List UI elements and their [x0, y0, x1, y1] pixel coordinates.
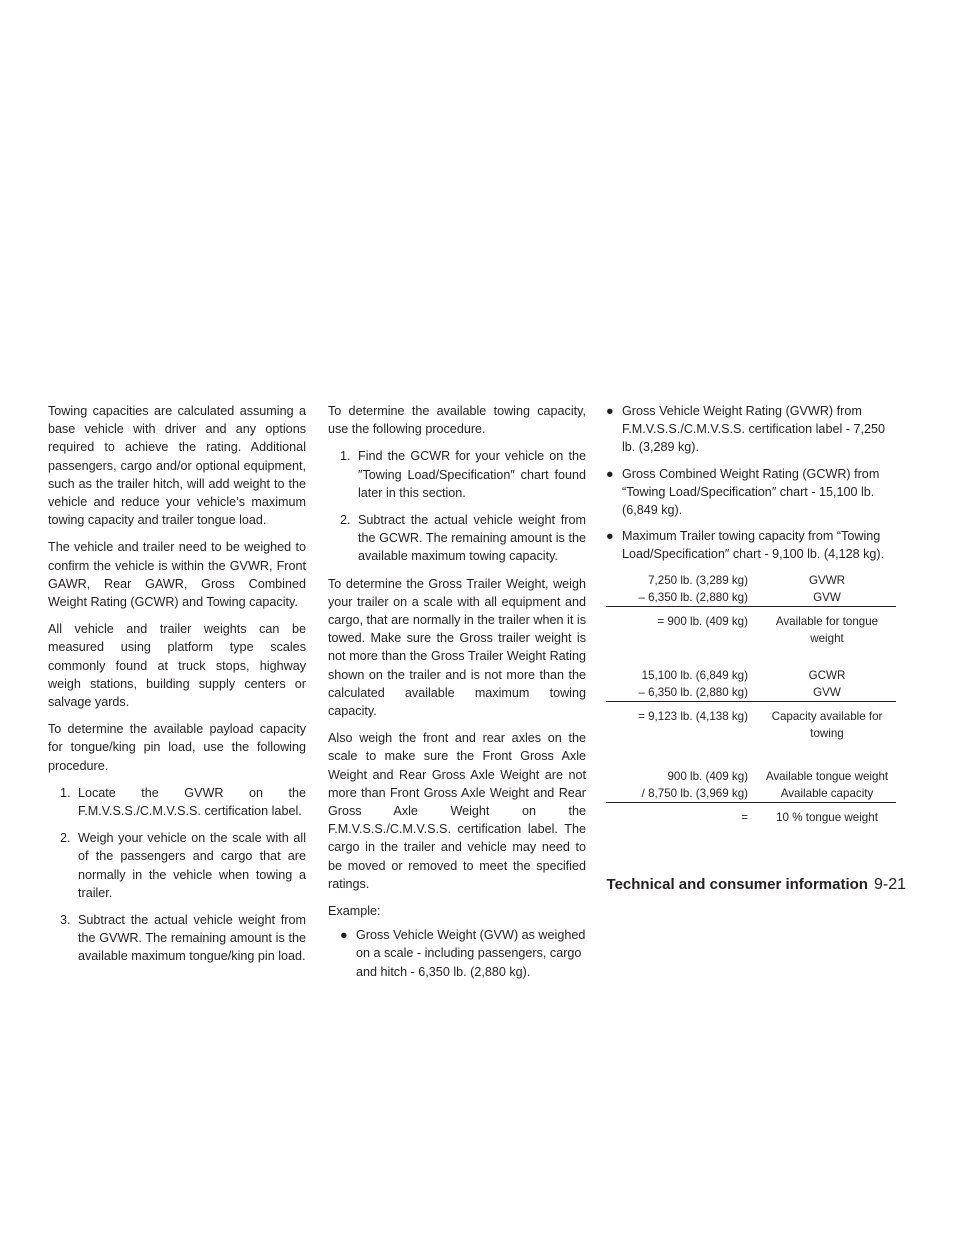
calc-value: – 6,350 lb. (2,880 kg) [638, 685, 748, 699]
calc-label: Available for tongue weight [775, 614, 879, 645]
payload-paragraph: To determine the available payload capacity for tongue/king pin load, use the following procedure. [48, 722, 306, 773]
example-label: Example: [328, 904, 381, 919]
calc-value: 900 lb. (409 kg) [667, 769, 748, 783]
table-row [606, 589, 896, 607]
bullet-text: Gross Vehicle Weight Rating (GVWR) from F.M.V.S.S./C.M.V.S.S. certification label - 7,250 lb. (3,289 kg). [622, 404, 885, 455]
calc-label: GVWR [808, 573, 846, 587]
step-number: 1. [340, 449, 351, 464]
bullet-icon: ● [606, 404, 614, 418]
table-row [606, 768, 896, 785]
step-number: 2. [60, 831, 71, 846]
calc-label: Capacity available for towing [771, 709, 883, 740]
spacer [606, 742, 896, 768]
bullet-text: Maximum Trailer towing capacity from “Towing Load/Specification″ chart - 9,100 lb. (4,128 kg). [622, 529, 885, 562]
middle-column [328, 402, 586, 989]
step-text: Subtract the actual vehicle weight from the GCWR. The remaining amount is the available maximum towing capacity. [358, 513, 586, 564]
list-item [340, 926, 586, 981]
list-item [48, 784, 306, 820]
calc-value: / 8,750 lb. (3,969 kg) [641, 786, 748, 800]
towing-capacity-paragraph: To determine the available towing capacity, use the following procedure. [328, 404, 586, 437]
payload-steps [48, 784, 306, 966]
bullet-icon: ● [340, 928, 348, 943]
list-item [606, 402, 896, 457]
trailer-weight-paragraph: To determine the Gross Trailer Weight, weigh your trailer on a scale with all equipment and cargo, that are normally in the trailer when it is towed. Make sure the Gross trailer weight is not more than the Gross Trailer Weight Rating shown on the trailer and is not more than the calculated available maximum towing capacity. [328, 576, 586, 719]
table-row [606, 708, 896, 742]
step-number: 3. [60, 913, 71, 928]
calc-label: 10 % tongue weight [776, 810, 878, 824]
list-item [606, 527, 896, 563]
rating-bullets [606, 402, 896, 564]
page-number: 9-21 [873, 876, 906, 893]
calc-value: = 9,123 lb. (4,138 kg) [638, 709, 748, 723]
list-item [48, 911, 306, 966]
scales-paragraph: All vehicle and trailer weights can be measured using platform type scales commonly found at truck stops, highway weigh stations, building supply centers or salvage yards. [48, 622, 306, 710]
calc-label: GCWR [808, 668, 846, 682]
right-column [606, 402, 896, 826]
step-text: Subtract the actual vehicle weight from the GVWR. The remaining amount is the available maximum tongue/king pin load. [78, 913, 306, 964]
table-row [606, 684, 896, 702]
calc-label: GVW [813, 590, 841, 604]
list-item [328, 511, 586, 566]
step-number: 2. [340, 513, 351, 528]
table-row [606, 572, 896, 589]
section-title: Technical and consumer information [606, 876, 868, 893]
table-row [606, 809, 896, 826]
calc-label: GVW [813, 685, 841, 699]
axle-weight-paragraph: Also weigh the front and rear axles on the scale to make sure the Front Gross Axle Weight and Rear Gross Axle Weight are not more than Front Gross Axle Weight and Rear Gross Axle Weight on the F.M.V.S.S./C.M.V.S.S. certification label. The cargo in the trailer and vehicle may need to be moved or removed to meet the specified ratings. [328, 731, 586, 891]
calc-label: Available tongue weight [765, 769, 889, 783]
left-column [48, 402, 306, 975]
towing-steps [328, 447, 586, 565]
step-text: Find the GCWR for your vehicle on the ″Towing Load/Specification″ chart found later in this section. [358, 449, 586, 500]
calc-label: Available capacity [780, 786, 874, 800]
calc-value: 7,250 lb. (3,289 kg) [648, 573, 748, 587]
table-row [606, 785, 896, 803]
calculation-table [606, 572, 896, 826]
bullet-icon: ● [606, 466, 614, 481]
intro-paragraph: Towing capacities are calculated assuming a base vehicle with driver and any options required to achieve the rating. Additional passengers, cargo and/or optional equipment, such as the trailer hitch, will add weight to the vehicle and reduce your vehicle’s maximum towing capacity and trailer tongue load. [48, 404, 306, 528]
step-number: 1. [60, 785, 71, 800]
table-row [606, 667, 896, 684]
table-row [606, 613, 896, 647]
step-text: Weigh your vehicle on the scale with all of the passengers and cargo that are normally in the vehicle when towing a trailer. [78, 831, 306, 900]
step-text: Locate the GVWR on the F.M.V.S.S./C.M.V.S.S. certification label. [78, 785, 306, 819]
page-footer [607, 876, 906, 894]
bullet-text: Gross Combined Weight Rating (GCWR) from “Towing Load/Specification″ chart - 15,100 lb. (6,849 kg). [622, 466, 880, 518]
list-item [48, 829, 306, 902]
weigh-paragraph: The vehicle and trailer need to be weighed to confirm the vehicle is within the GVWR, Front GAWR, Rear GAWR, Gross Combined Weight Rating (GCWR) and Towing capacity. [48, 540, 306, 610]
bullet-icon: ● [606, 529, 614, 544]
bullet-text: Gross Vehicle Weight (GVW) as weighed on a scale - including passengers, cargo and hitch - 6,350 lb. (2,880 kg). [356, 928, 586, 979]
example-bullets [328, 926, 586, 981]
calc-value: – 6,350 lb. (2,880 kg) [638, 590, 748, 604]
list-item [606, 465, 896, 520]
calc-value: 15,100 lb. (6,849 kg) [641, 668, 748, 682]
calc-value: = [741, 810, 748, 824]
calc-value: = 900 lb. (409 kg) [657, 614, 748, 628]
spacer [606, 647, 896, 667]
list-item [328, 447, 586, 502]
